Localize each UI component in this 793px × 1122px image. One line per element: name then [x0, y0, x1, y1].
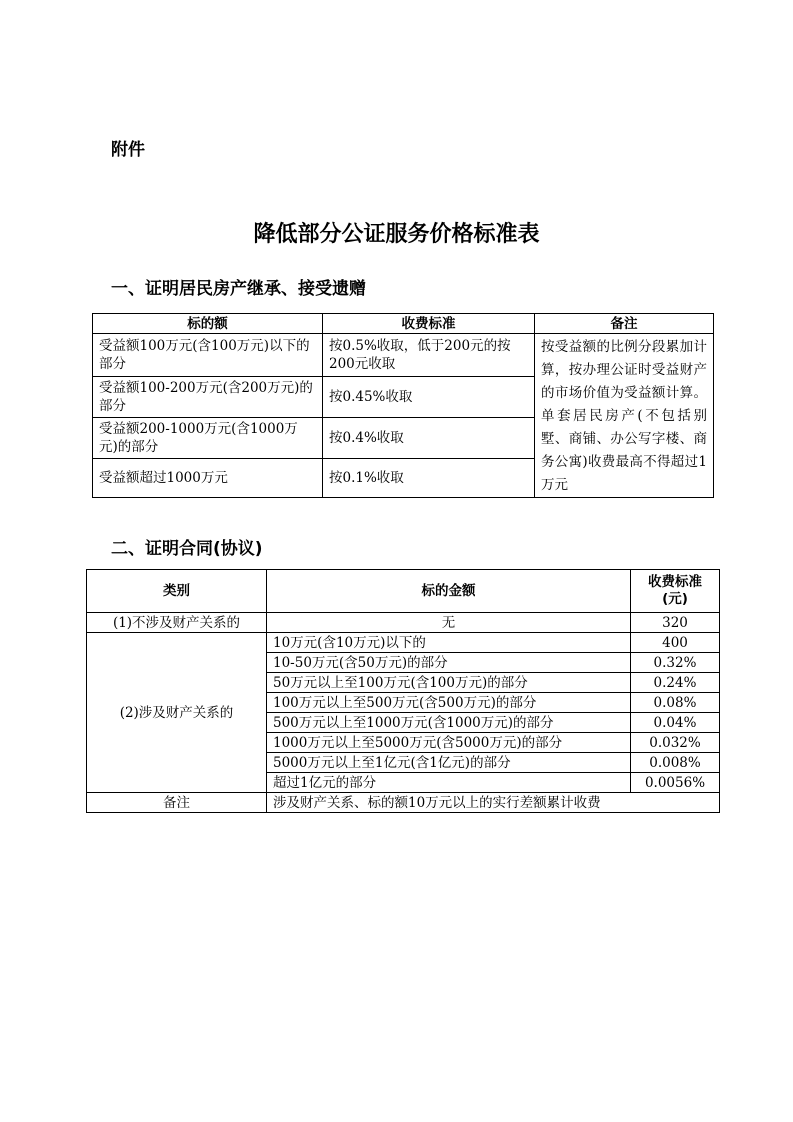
section-heading-inheritance: 一、证明居民房产继承、接受遗赠 — [111, 279, 366, 299]
column-header-remark: 备注 — [535, 314, 714, 334]
amount-cell: 10-50万元(含50万元)的部分 — [267, 653, 631, 673]
table-header-row — [87, 570, 720, 613]
attachment-label: 附件 — [111, 140, 145, 160]
table-row — [93, 334, 714, 377]
inheritance-fee-table — [92, 313, 714, 498]
column-header-category: 类别 — [87, 570, 267, 613]
fee-cell: 0.0056% — [631, 773, 720, 793]
fee-cell: 400 — [631, 633, 720, 653]
amount-cell: 500万元以上至1000万元(含1000万元)的部分 — [267, 713, 631, 733]
column-header-amount: 标的额 — [93, 314, 323, 334]
table-header-row — [93, 314, 714, 334]
category-cell: (1)不涉及财产关系的 — [87, 613, 267, 633]
fee-cell: 0.032% — [631, 733, 720, 753]
document-title: 降低部分公证服务价格标准表 — [253, 222, 540, 247]
fee-cell: 按0.45%收取 — [323, 377, 535, 418]
amount-cell: 1000万元以上至5000万元(含5000万元)的部分 — [267, 733, 631, 753]
fee-cell: 按0.1%收取 — [323, 459, 535, 498]
fee-cell: 0.32% — [631, 653, 720, 673]
contract-fee-table — [86, 569, 720, 813]
column-header-fee: 收费标准 — [323, 314, 535, 334]
fee-cell: 0.008% — [631, 753, 720, 773]
amount-cell: 5000万元以上至1亿元(含1亿元)的部分 — [267, 753, 631, 773]
remark-label-cell: 备注 — [87, 793, 267, 813]
table-row — [87, 793, 720, 813]
column-header-amount: 标的金额 — [267, 570, 631, 613]
fee-cell: 按0.5%收取，低于200元的按200元收取 — [323, 334, 535, 377]
remark-text-cell: 涉及财产关系、标的额10万元以上的实行差额累计收费 — [267, 793, 720, 813]
amount-cell: 50万元以上至100万元(含100万元)的部分 — [267, 673, 631, 693]
amount-cell: 10万元(含10万元)以下的 — [267, 633, 631, 653]
amount-cell: 超过1亿元的部分 — [267, 773, 631, 793]
amount-cell: 100万元以上至500万元(含500万元)的部分 — [267, 693, 631, 713]
category-cell: (2)涉及财产关系的 — [87, 633, 267, 793]
amount-cell: 无 — [267, 613, 631, 633]
remark-cell: 按受益额的比例分段累加计算，按办理公证时受益财产的市场价值为受益额计算。单套居民房产(不包括别墅、商铺、办公写字楼、商务公寓)收费最高不得超过1万元 — [535, 334, 714, 498]
amount-cell: 受益额100-200万元(含200万元)的部分 — [93, 377, 323, 418]
fee-cell: 320 — [631, 613, 720, 633]
fee-cell: 按0.4%收取 — [323, 418, 535, 459]
section-heading-contract: 二、证明合同(协议) — [111, 539, 263, 559]
fee-cell: 0.24% — [631, 673, 720, 693]
amount-cell: 受益额100万元(含100万元)以下的部分 — [93, 334, 323, 377]
table-row — [87, 613, 720, 633]
column-header-fee: 收费标准(元) — [631, 570, 720, 613]
fee-cell: 0.04% — [631, 713, 720, 733]
table-row — [87, 633, 720, 653]
fee-cell: 0.08% — [631, 693, 720, 713]
amount-cell: 受益额超过1000万元 — [93, 459, 323, 498]
amount-cell: 受益额200-1000万元(含1000万元)的部分 — [93, 418, 323, 459]
